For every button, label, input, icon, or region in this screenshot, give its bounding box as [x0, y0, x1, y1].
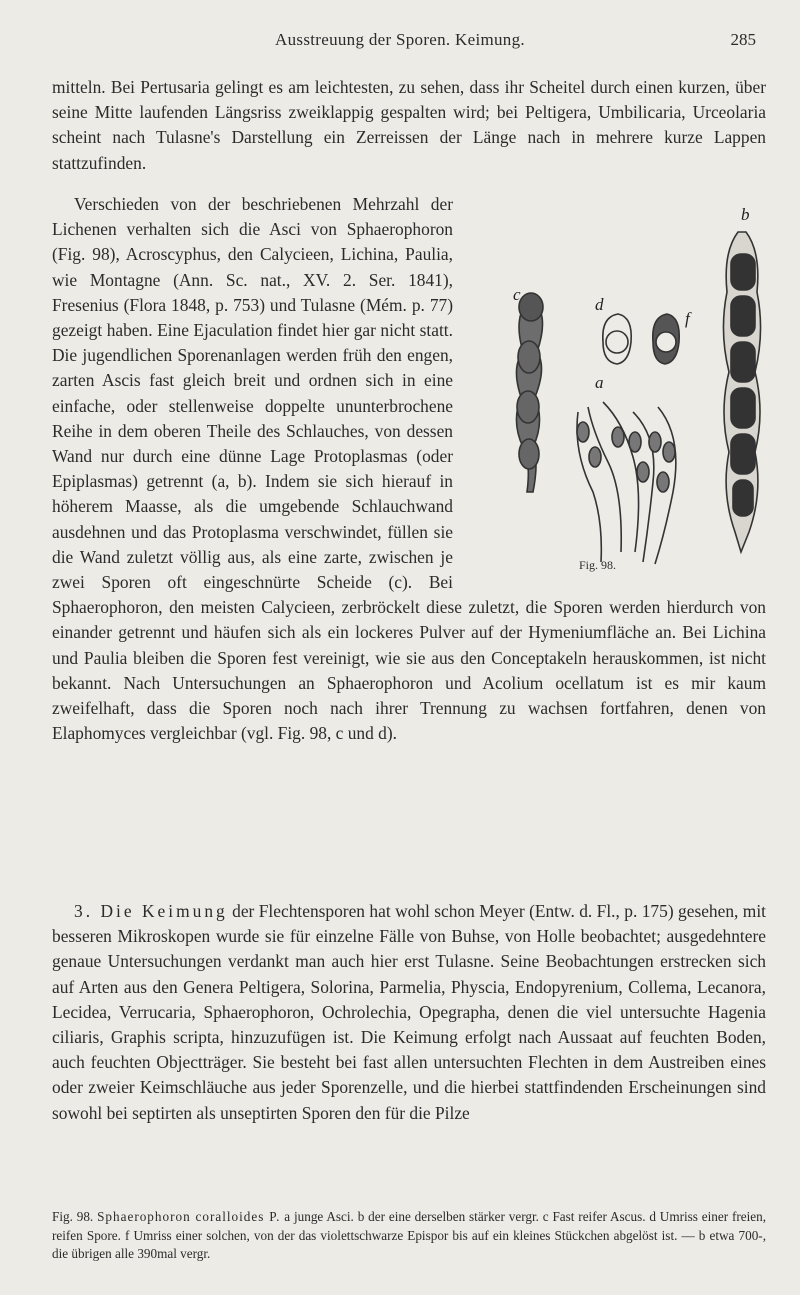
- figure-caption: [52, 1208, 766, 1264]
- paragraph-3: [52, 899, 766, 1126]
- figure-label: Fig. 98.: [579, 557, 617, 572]
- letter-c: c: [513, 285, 521, 304]
- paragraph-1: mitteln. Bei Pertusaria gelingt es am leichtesten, zu sehen, dass ihr Scheitel durch einen kurzen, über seine Mitte laufenden Längsriss zweiklappig gespalten wird; bei Peltigera, Umbilicaria, Urceolaria scheint nach Tulasne's Darstellung ein Zerreissen der Länge nach in mehrere kurze Lappen stattzufinden.: [52, 77, 766, 173]
- paragraph-3-text: der Flechtensporen hat wohl schon Meyer (Entw. d. Fl., p. 175) gesehen, mit besseren Mikroskopen wurde sie für einzelne Fälle von Buhse, von Holle beobachtet; ausgedehntere genaue Untersuchungen verdankt man auch hier erst Tulasne. Seine Beobachtungen erstrecken sich auf Arten aus den Genera Peltigera, Solorina, Parmelia, Physcia, Endopyrenium, Collema, Lecanora, Lecidea, Verrucaria, Sphaerophoron, Ochrolechia, Opegrapha, denen die viel untersuchte Hagenia ciliaris, Graphis scripta, hinzuzufügen ist. Die Keimung erfolgt nach Aussaat auf feuchten Boden, auch feuchten Objectträger. Sie besteht bei fast allen untersuchten Flechten in dem Austreiben eines oder zweier Keimschläuche aus jeder Sporenzelle, und die hierbei stattfindenden Erscheinungen sind sowohl bei septirten als unseptirten Sporen den für die Pilze: [52, 901, 766, 1123]
- running-title: Ausstreuung der Sporen. Keimung.: [275, 30, 525, 49]
- paragraph-2: [52, 192, 766, 746]
- caption-fig: Fig. 98.: [52, 1209, 94, 1224]
- letter-a: a: [595, 373, 604, 392]
- letter-b: b: [741, 205, 750, 224]
- section-lead: 3. Die Keimung: [74, 901, 228, 921]
- letter-d: d: [595, 295, 604, 314]
- page-number: 285: [730, 30, 756, 49]
- asci-illustration: [483, 192, 788, 592]
- figure-98: [461, 192, 766, 592]
- paragraph-2-text: Verschieden von der beschriebenen Mehrzahl der Lichenen verhalten sich die Asci von Sphaerophoron (Fig. 98), Acroscyphus, den Calycieen, Lichina, Paulia, wie Montagne (Ann. Sc. nat., XV. 2. Ser. 1841), Fresenius (Flora 1848, p. 753) und Tulasne (Mém. p. 77) gezeigt haben. Eine Ejaculation findet hier gar nicht statt. Die jugendlichen Sporenanlagen werden früh den engen, zarten Ascis fast gleich breit und ordnen sich in eine einfache, oder stellenweise doppelte ununterbrochene Reihe in dem oberen Theile des Schlauches, von dessen Wand nur durch eine dünne Lage Protoplasmas (oder Epiplasmas) getrennt (a, b). Indem sie sich hierauf in höherem Maasse, als die umgebende Schlauchwand ausdehnen und das Protoplasma verschwindet, füllen sie die Wand zuletzt völlig aus, als eine zarte, zwischen je zwei Sporen oft eingeschnürte Scheide (c). Bei Sphaerophoron, den meisten Calycieen, zerbröckelt diese zuletzt, die Sporen werden hierdurch von einander getrennt und häufen sich als ein lockeres Pulver auf der Hymeniumfläche an. Bei Lichina und Paulia bleiben die Sporen fest vereinigt, wie sie aus den Conceptakeln herauskommen, ist nicht bekannt. Nach Untersuchungen an Sphaerophoron und Acolium ocellatum ist es mir kaum zweifelhaft, dass die Sporen noch nach ihrer Trennung zu wachsen fortfahren, denen von Elaphomyces vergleichbar (vgl. Fig. 98, c und d).: [52, 194, 766, 744]
- letter-f: f: [685, 309, 690, 328]
- caption-text: a junge Asci. b der eine derselben stärker vergr. c Fast reifer Ascus. d Umriss einer freien, reifen Spore. f Umriss einer solchen, von der das violettschwarze Epispor bis auf ein kleines Stückchen abgelöst ist. — b etwa 700-, die übrigen alle 390mal vergr.: [52, 1209, 767, 1262]
- caption-species: Sphaerophoron coralloides P.: [97, 1209, 281, 1224]
